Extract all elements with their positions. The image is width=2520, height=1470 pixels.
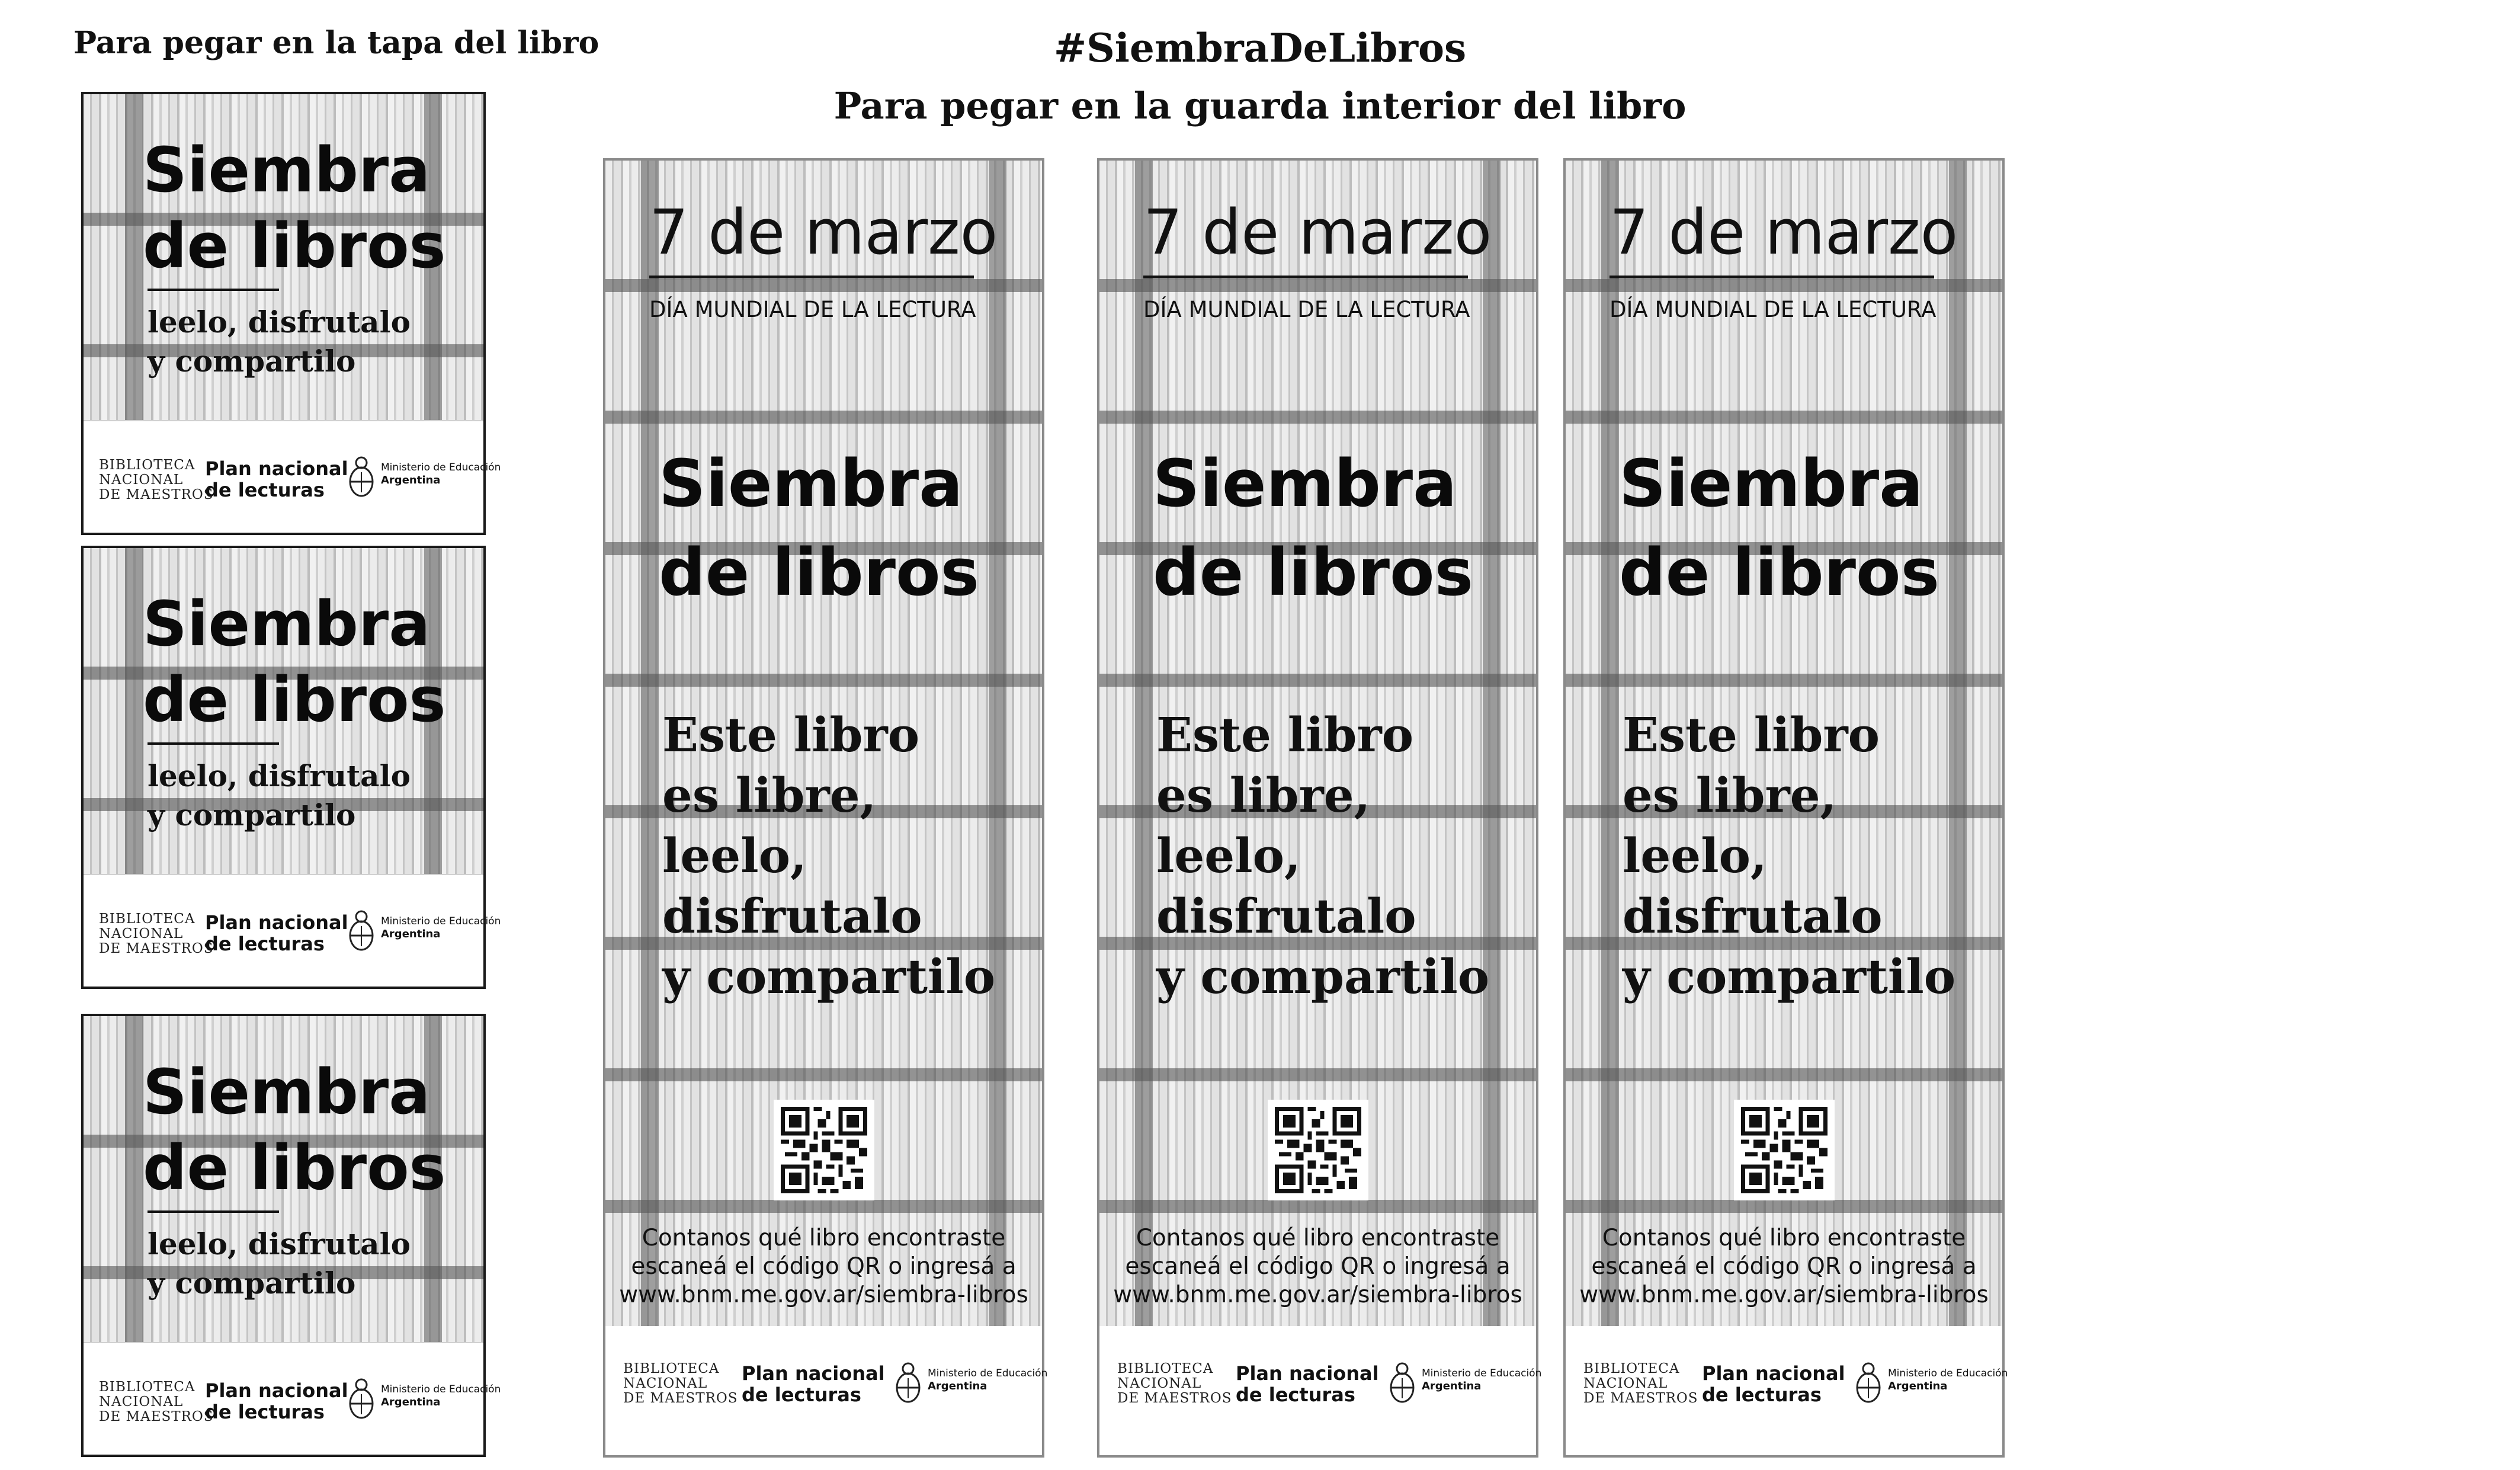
bookmark-sticker [1563, 158, 2008, 1458]
message-line: leelo, [1156, 828, 1301, 883]
message-line: es libre, [662, 767, 877, 823]
ministry-logo: Ministerio de Educación Argentina [348, 909, 375, 955]
logo-footer [1099, 1326, 1542, 1455]
cta-line: escaneá el código QR o ingresá a [1591, 1253, 1977, 1280]
divider [148, 742, 279, 745]
argentina-coat-of-arms-icon [348, 1378, 375, 1420]
ministry-logo: Ministerio de Educación Argentina [348, 1378, 375, 1423]
message-line: disfrutalo [1623, 888, 1883, 944]
cover-title [143, 1054, 446, 1206]
website-link[interactable]: www.bnm.me.gov.ar/siembra-libros [1579, 1282, 1989, 1308]
argentina-coat-of-arms-icon [348, 456, 375, 498]
event-name: DÍA MUNDIAL DE LA LECTURA [649, 297, 976, 322]
cta-line: Contanos qué libro encontraste [1136, 1225, 1500, 1251]
event-date: 7 de marzo [1143, 196, 1492, 268]
event-date: 7 de marzo [1610, 196, 1958, 268]
argentina-coat-of-arms-icon [1389, 1362, 1416, 1404]
tagline-line: y compartilo [148, 344, 356, 379]
website-link[interactable]: www.bnm.me.gov.ar/siembra-libros [1113, 1282, 1522, 1308]
tagline-line: y compartilo [148, 798, 356, 832]
cta-line: escaneá el código QR o ingresá a [1125, 1253, 1511, 1280]
bookmark-title [1153, 439, 1473, 617]
message-line: leelo, [1623, 828, 1767, 883]
logo-footer [84, 874, 501, 987]
message-line: y compartilo [662, 949, 996, 1004]
cover-title [143, 132, 446, 284]
argentina-coat-of-arms-icon [1855, 1362, 1882, 1404]
cta-line: Contanos qué libro encontraste [642, 1225, 1006, 1251]
cover-title-line: de libros [143, 664, 446, 736]
cover-title-line: Siembra [143, 588, 431, 660]
bookmark-message [1623, 704, 1955, 1007]
tagline-line: leelo, disfrutalo [148, 758, 411, 793]
bookmark-sticker [603, 158, 1048, 1458]
event-name: DÍA MUNDIAL DE LA LECTURA [1143, 297, 1470, 322]
bnm-logo-icon: BIBLIOTECA NACIONAL DE MAESTROS [99, 1379, 214, 1424]
cover-title-line: de libros [143, 210, 446, 282]
call-to-action [1566, 1224, 2002, 1309]
qr-code-icon[interactable] [1734, 1100, 1835, 1200]
website-link[interactable]: www.bnm.me.gov.ar/siembra-libros [619, 1282, 1028, 1308]
bnm-logo-icon: BIBLIOTECA NACIONAL DE MAESTROS [99, 911, 214, 956]
qr-code-icon[interactable] [1268, 1100, 1368, 1200]
bookmark-sticker [1097, 158, 1542, 1458]
cover-title [143, 586, 446, 738]
cover-sticker [81, 92, 501, 535]
qr-code-icon[interactable] [774, 1100, 874, 1200]
message-line: es libre, [1623, 767, 1837, 823]
heading-cover-stickers: Para pegar en la tapa del libro [73, 25, 599, 61]
cover-sticker [81, 546, 501, 989]
cover-title-line: de libros [143, 1132, 446, 1204]
bookmark-title-line: Siembra [1153, 446, 1457, 521]
cover-title-line: Siembra [143, 134, 431, 206]
bookmark-title [659, 439, 979, 617]
bookmark-title [1619, 439, 1939, 617]
cta-line: Contanos qué libro encontraste [1602, 1225, 1966, 1251]
ministry-logo: Ministerio de Educación Argentina [894, 1362, 922, 1407]
message-line: disfrutalo [662, 888, 922, 944]
cover-tagline [148, 303, 411, 381]
argentina-coat-of-arms-icon [348, 909, 375, 952]
message-line: es libre, [1156, 767, 1371, 823]
cover-tagline [148, 1225, 411, 1303]
bookmark-title-line: Siembra [1619, 446, 1923, 521]
cover-tagline [148, 757, 411, 835]
bnm-logo-icon: BIBLIOTECA NACIONAL DE MAESTROS [99, 457, 214, 502]
bookmark-title-line: de libros [659, 534, 980, 610]
message-line: Este libro [662, 707, 919, 763]
bookmark-title-line: de libros [1619, 534, 1940, 610]
message-line: disfrutalo [1156, 888, 1416, 944]
bookmark-title-line: de libros [1153, 534, 1474, 610]
divider [1610, 276, 1934, 278]
message-line: y compartilo [1623, 949, 1956, 1004]
tagline-line: leelo, disfrutalo [148, 1226, 411, 1261]
message-line: leelo, [662, 828, 807, 883]
call-to-action [1099, 1224, 1536, 1309]
logo-footer [84, 1342, 501, 1455]
cover-sticker [81, 1014, 501, 1457]
plan-lecturas-logo: Plan nacional de lecturas [205, 1379, 348, 1423]
event-date: 7 de marzo [649, 196, 998, 268]
plan-lecturas-logo: Plan nacional de lecturas [1702, 1362, 1845, 1406]
plan-lecturas-logo: Plan nacional de lecturas [1236, 1362, 1379, 1406]
bnm-logo-icon: BIBLIOTECA NACIONAL DE MAESTROS [623, 1361, 738, 1406]
cover-title-line: Siembra [143, 1056, 431, 1128]
message-line: Este libro [1623, 707, 1880, 763]
ministry-logo: Ministerio de Educación Argentina [1855, 1362, 1882, 1407]
heading-inside-stickers: Para pegar en la guarda interior del libro [833, 84, 1687, 127]
argentina-coat-of-arms-icon [894, 1362, 922, 1404]
message-line: y compartilo [1156, 949, 1490, 1004]
divider [1143, 276, 1468, 278]
ministry-logo: Ministerio de Educación Argentina [348, 456, 375, 501]
bookmark-message [1156, 704, 1489, 1007]
plan-lecturas-logo: Plan nacional de lecturas [205, 457, 348, 501]
tagline-line: leelo, disfrutalo [148, 305, 411, 340]
event-name: DÍA MUNDIAL DE LA LECTURA [1610, 297, 1937, 322]
divider [148, 1210, 279, 1213]
message-line: Este libro [1156, 707, 1413, 763]
logo-footer [605, 1326, 1048, 1455]
logo-footer [84, 420, 501, 533]
tagline-line: y compartilo [148, 1266, 356, 1301]
plan-lecturas-logo: Plan nacional de lecturas [742, 1362, 885, 1406]
call-to-action [605, 1224, 1042, 1309]
bnm-logo-icon: BIBLIOTECA NACIONAL DE MAESTROS [1117, 1361, 1232, 1406]
plan-lecturas-logo: Plan nacional de lecturas [205, 911, 348, 955]
ministry-logo: Ministerio de Educación Argentina [1389, 1362, 1416, 1407]
heading-hashtag: #SiembraDeLibros [1053, 25, 1467, 71]
bnm-logo-icon: BIBLIOTECA NACIONAL DE MAESTROS [1583, 1361, 1698, 1406]
divider [649, 276, 974, 278]
bookmark-message [662, 704, 995, 1007]
divider [148, 289, 279, 291]
cta-line: escaneá el código QR o ingresá a [631, 1253, 1017, 1280]
logo-footer [1566, 1326, 2008, 1455]
bookmark-title-line: Siembra [659, 446, 963, 521]
